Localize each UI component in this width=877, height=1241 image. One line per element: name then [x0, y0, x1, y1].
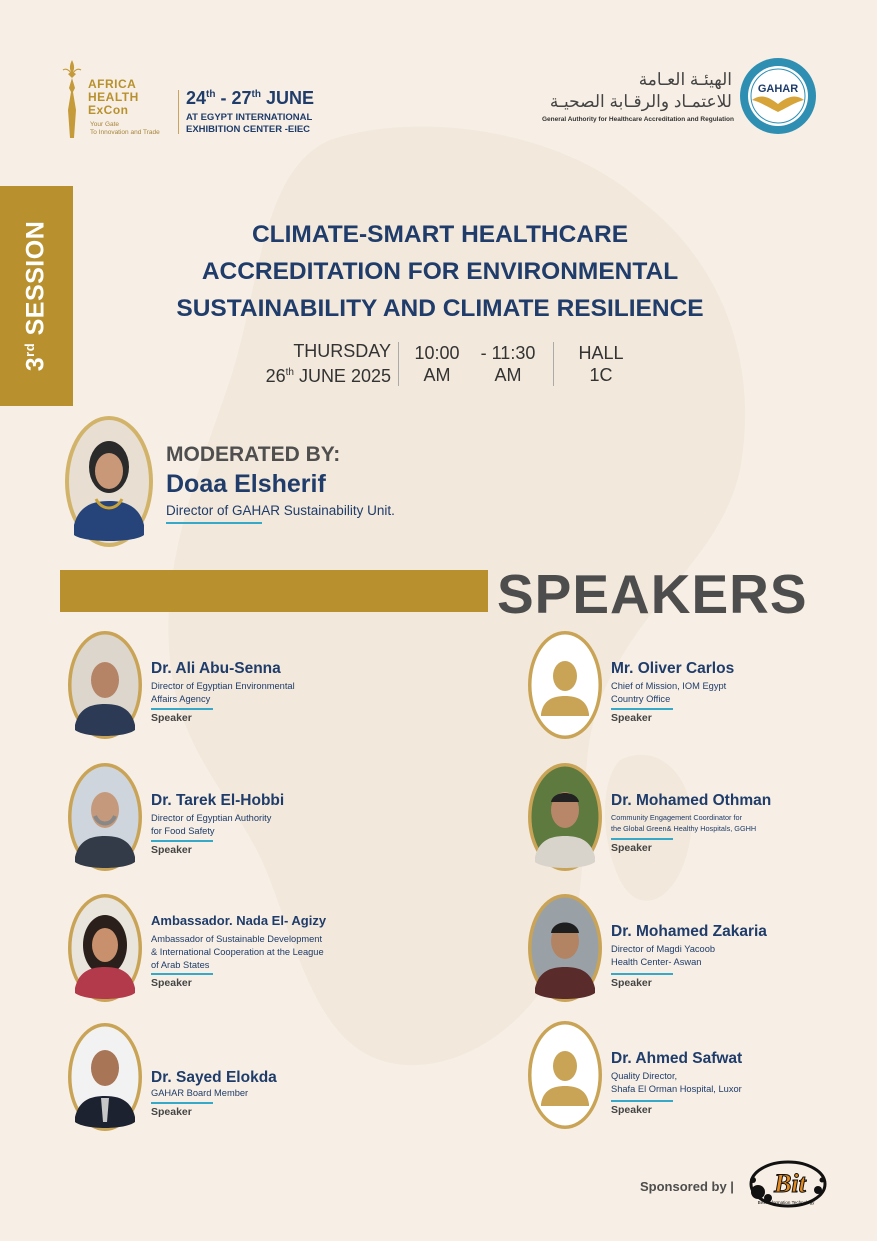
session-label: 3rd SESSION [21, 220, 50, 372]
header-divider [178, 90, 179, 134]
schedule-divider [398, 342, 399, 386]
speaker-underline [151, 708, 213, 710]
session-end-time: - 11:30 AM [480, 343, 536, 385]
session-start-time: 10:00 AM [414, 343, 460, 385]
speaker-name: Dr. Tarek El-Hobbi [151, 792, 285, 809]
moderator-name: Doaa Elsherif [166, 470, 326, 498]
speaker-tag: Speaker [611, 712, 652, 724]
speaker-underline [151, 840, 213, 842]
speaker-underline [611, 973, 673, 975]
speaker-name: Ambassador. Nada El- Agizy [151, 913, 327, 928]
speaker-photo [67, 630, 143, 740]
moderator-role: Director of GAHAR Sustainability Unit. [166, 503, 395, 518]
speaker-tag: Speaker [151, 844, 192, 856]
event-tagline: Your Gate To Innovation and Trade [90, 121, 160, 136]
speaker-photo [67, 893, 143, 1003]
speakers-banner-bar [60, 570, 488, 612]
event-dates: 24th - 27th JUNE [186, 88, 314, 108]
speaker-card [527, 762, 877, 874]
svg-text:Bit: Bit [774, 1169, 806, 1198]
speaker-role: Ambassador of Sustainable Development & International Cooperation at the League of Arab States [151, 934, 324, 970]
speaker-tag: Speaker [151, 712, 192, 724]
svg-text:Best Information Technology: Best Information Technology [757, 1200, 815, 1205]
moderator-underline [166, 522, 262, 524]
speaker-name: Dr. Ali Abu-Senna [151, 660, 281, 677]
speaker-tag: Speaker [151, 977, 192, 989]
speaker-role: Quality Director, Shafa El Orman Hospital, Luxor [611, 1071, 742, 1094]
speaker-name: Dr. Mohamed Othman [611, 792, 772, 809]
speaker-underline [611, 708, 673, 710]
event-name: AFRICA HEALTH ExCon [88, 77, 139, 117]
sponsored-by-label: Sponsored by | [640, 1179, 734, 1194]
session-title: CLIMATE-SMART HEALTHCARE ACCREDITATION FOR ENVIRONMENTAL SUSTAINABILITY AND CLIMATE RESILIENCE [176, 221, 704, 322]
speaker-role: Director of Egyptian Environmental Affairs Agency [151, 681, 295, 704]
speaker-role: Community Engagement Coordinator for the Global Green& Healthy Hospitals, GGHH [611, 813, 757, 833]
speaker-card [67, 762, 437, 874]
gahar-english-name: General Authority for Healthcare Accreditation and Regulation [541, 116, 734, 123]
africa-health-logo-figure-icon [60, 58, 84, 140]
speaker-photo [67, 1022, 143, 1132]
gahar-seal-logo [738, 56, 818, 136]
speakers-heading: SPEAKERS [497, 563, 808, 625]
speaker-underline [151, 1102, 213, 1104]
speaker-role: GAHAR Board Member [151, 1088, 249, 1098]
speaker-underline [611, 1100, 673, 1102]
speaker-tag: Speaker [151, 1106, 192, 1118]
bit-sponsor-logo [744, 1158, 828, 1212]
session-date: THURSDAY 26th JUNE 2025 [265, 341, 391, 386]
speaker-name: Dr. Ahmed Safwat [611, 1050, 743, 1067]
speaker-card [67, 1022, 437, 1134]
speaker-tag: Speaker [611, 842, 652, 854]
speaker-card [67, 630, 437, 742]
speaker-role: Director of Egyptian Authority for Food Safety [151, 813, 272, 836]
speaker-placeholder-icon [527, 1020, 603, 1130]
speaker-placeholder-icon [527, 630, 603, 740]
speaker-role: Director of Magdi Yacoob Health Center- Aswan [611, 944, 716, 967]
speaker-role: Chief of Mission, IOM Egypt Country Office [611, 681, 727, 704]
event-venue: AT EGYPT INTERNATIONAL EXHIBITION CENTER -EIEC [186, 112, 313, 135]
speaker-name: Dr. Sayed Elokda [151, 1069, 277, 1086]
speaker-name: Mr. Oliver Carlos [611, 660, 735, 677]
speaker-photo [527, 762, 603, 872]
speaker-name: Dr. Mohamed Zakaria [611, 923, 767, 940]
schedule-divider [553, 342, 554, 386]
speaker-card [527, 1020, 877, 1132]
speaker-card [527, 630, 877, 742]
gahar-arabic-name-line1: الهيئـة العـامة [638, 70, 732, 89]
moderator-photo [64, 415, 154, 548]
speaker-photo [527, 893, 603, 1003]
moderator-label: MODERATED BY: [166, 443, 341, 466]
session-hall: HALL 1C [578, 343, 624, 385]
speaker-underline [151, 973, 213, 975]
speaker-card [67, 893, 437, 1005]
speaker-tag: Speaker [611, 977, 652, 989]
speaker-underline [611, 838, 673, 840]
speaker-tag: Speaker [611, 1104, 652, 1116]
speaker-card [527, 893, 877, 1005]
gahar-arabic-name-line2: للاعتمـاد والرقـابة الصحيـة [549, 92, 732, 111]
session-tab [0, 186, 73, 406]
speaker-photo [67, 762, 143, 872]
svg-text:GAHAR: GAHAR [757, 83, 799, 95]
